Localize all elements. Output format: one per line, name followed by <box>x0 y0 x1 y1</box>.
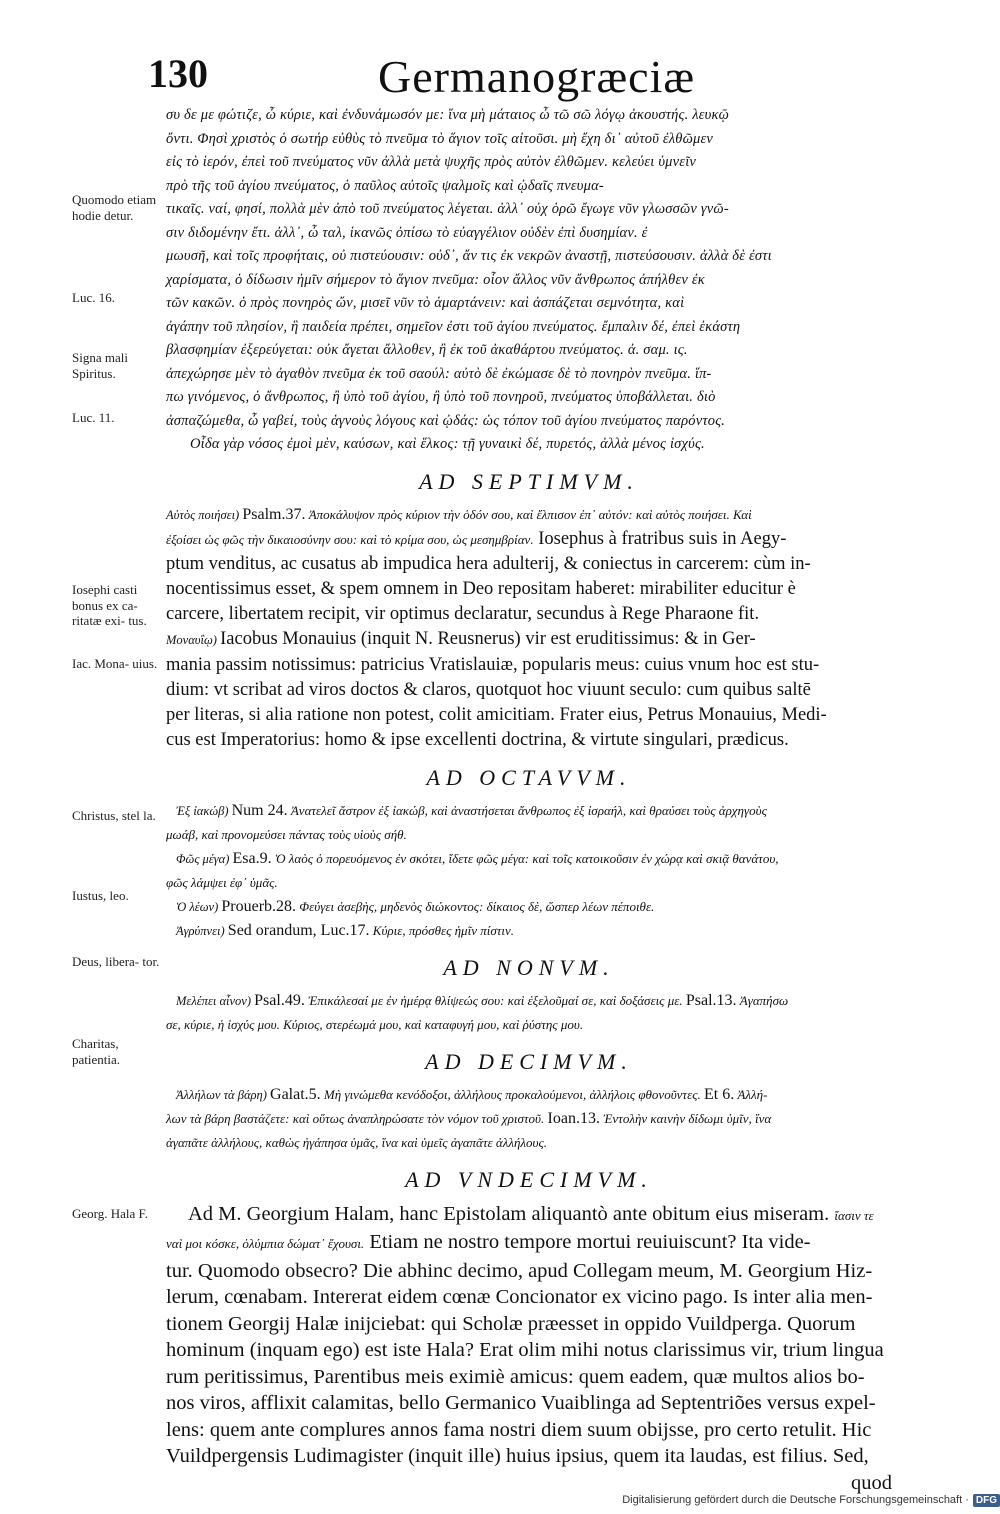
margin-note-charitas: Charitas, patientia. <box>72 1036 121 1067</box>
greek-block <box>166 104 892 457</box>
text-line: lens: quem ante complures annos fama nostri diem suum obijsse, pro certo retulit. Hic <box>166 1418 872 1441</box>
greek-line: βλασφημίαν ἐξερεύγεται: οὐκ ἄγεται ἄλλοθεν, ἢ ἐκ τοῦ ἀκαθάρτου πνεύματος. ἀ. σαμ. ις. <box>166 342 688 358</box>
text-line: per literas, si alia ratione non potest, colit amicitiam. Frater eius, Petrus Monauius, Medi- <box>166 704 827 725</box>
folio-number: 130 <box>148 51 208 96</box>
citation-ref: Galat.5. <box>270 1085 321 1103</box>
section-nonum <box>166 989 892 1037</box>
catchword: quod <box>851 1471 892 1494</box>
section-octavum <box>166 799 892 943</box>
citation-ref: Psal.13. <box>685 991 737 1009</box>
greek-inline: ἴασιν τε <box>834 1207 874 1223</box>
margin-note-iustus: Iustus, leo. <box>72 888 129 903</box>
text-line: tur. Quomodo obsecro? Die abhinc decimo, apud Collegam meum, M. Georgium Hiz- <box>166 1259 873 1282</box>
margin-note-signa: Signa mali Spiritus. <box>72 350 128 381</box>
latin-text: Ad M. Georgium Halam, hanc Epistolam aliquantò ante obitum eius miseram. <box>188 1202 835 1225</box>
citation-ref: Sed orandum, Luc.17. <box>227 921 370 939</box>
citation-lead: Ὁ λέων) <box>176 899 222 914</box>
greek-line: τικαῖς. ναί, φησί, πολλὰ μὲν ἀπὸ τοῦ πνεύματος λέγεται. ἀλλ᾽ οὐχ ὁρῶ ἔγωγε νῦν γλωσσῶν γνῶ- <box>166 201 729 217</box>
latin-text: Iacobus Monauius (inquit N. Reusnerus) vir est eruditissimus: & in Ger- <box>220 628 756 649</box>
text-line: nos viros, afflixit calamitas, bello Germanico Vuaiblinga ad Septentriões versus expel- <box>166 1392 876 1414</box>
citation-lead: Φῶς μέγα) <box>176 851 233 866</box>
margin-note-luc11: Luc. 11. <box>72 410 115 425</box>
text-line: tionem Georgij Halæ inijciebat: qui Scholæ præesset in oppido Vuildperga. Quorum <box>166 1312 856 1335</box>
text-line <box>166 527 892 552</box>
citation-greek: λων τὰ βάρη βαστάζετε: καὶ οὕτως ἀναπληρώσατε τὸν νόμον τοῦ χριστοῦ. <box>166 1110 548 1126</box>
greek-line: ἀσπαζώμεθα, ὦ γαβεί, τοὺς ἁγνοὺς λόγους καὶ ᾠδάς: ὡς τόπον τοῦ ἁγίου πνεύματος παρόντος. <box>166 412 726 429</box>
heading-nonum: AD NONVM. <box>443 954 615 980</box>
citation-greek: Ἐπικάλεσαί με ἐν ἡμέρᾳ θλίψεώς σου: καὶ ἐξελοῦμαί σε, καὶ δοξάσεις με. <box>304 992 686 1008</box>
citation-ref: Esa.9. <box>232 849 272 867</box>
margin-note-luc16: Luc. 16. <box>72 290 115 305</box>
text-line: cus est Imperatorius: homo & ipse excellenti doctrina, & virtute singulari, prædicus. <box>166 729 789 750</box>
text-line: Vuildpergensis Ludimagister (inquit ille) huius ipsius, quem ita laudas, est filius. Sed, <box>166 1445 869 1467</box>
heading-vndecimum: AD VNDECIMVM. <box>405 1166 653 1192</box>
citation-greek: Ἀποκάλυψον πρὸς κύριον τὴν ὁδόν σου, καὶ ἔλπισον ἐπ᾽ αὐτόν: καὶ αὐτὸς ποιήσει. Καὶ <box>305 506 752 522</box>
greek-line: σιν διδομένην ἔτι. ἀλλ᾽, ὦ ταλ, ἱκανῶς ὀπίσω τὸ εὐαγγέλιον οὐδὲν ἐπὶ δυσημίαν. ἐ <box>166 224 648 241</box>
citation-ref: Et 6. <box>703 1085 735 1103</box>
greek-line: τῶν κακῶν. ὁ πρὸς πονηρὸς ὤν, μισεῖ νῦν τὸ ἁμαρτάνειν: καὶ ἀσπάζεται σεμνότητα, καὶ <box>166 295 685 311</box>
greek-line: συ δε με φώτιζε, ὦ κύριε, καὶ ἐνδυνάμωσόν με: ἵνα μὴ μάταιος ὦ τῶ σῶ λόγῳ ἀκουστής. λευκῷ <box>166 107 730 123</box>
citation-lead: Ἐξ ἰακώβ) <box>176 803 232 818</box>
citation-lead: Αὐτὸς ποιήσει) <box>166 507 243 522</box>
citation-ref: Num 24. <box>231 801 288 819</box>
margin-note-deus: Deus, libera- tor. <box>72 954 160 969</box>
citation-lead: Μοναυΐῳ) <box>166 632 221 647</box>
page-header <box>148 50 888 110</box>
citation-lead: Ἀγρύπνει) <box>176 923 228 938</box>
heading-decimum: AD DECIMVM. <box>425 1048 633 1074</box>
citation-greek: ἀγαπᾶτε ἀλλήλους, καθὼς ἠγάπησα ὑμᾶς, ἵνα καὶ ὑμεῖς ἀγαπᾶτε ἀλλήλους. <box>166 1134 548 1150</box>
text-line: carcere, libertatem recipit, vir optimus declaratur, secundus à Rege Pharaone fit. <box>166 603 760 624</box>
heading-septimum: AD SEPTIMVM. <box>419 468 639 494</box>
citation-greek: Ἀλλή- <box>734 1086 768 1102</box>
section-septimum <box>166 503 892 753</box>
citation-cont <box>166 1107 892 1131</box>
citation-greek-cont: ἐξοίσει ὡς φῶς τὴν δικαιοσύνην σου: καὶ τὸ κρίμα σου, ὡς μεσημβρίαν. <box>166 531 534 547</box>
greek-line: ἀπεχώρησε μὲν τὸ ἀγαθὸν πνεῦμα ἐκ τοῦ σαούλ: αὐτὸ δὲ ἐκώμασε δὲ τὸ πονηρὸν πνεῦμα. ἵπ- <box>166 365 712 382</box>
greek-line: πρὸ τῆς τοῦ ἁγίου πνεύματος, ὁ παῦλος αὐτοῖς ψαλμοῖς καὶ ᾠδαῖς πνευμα- <box>166 177 604 194</box>
citation-greek: Μὴ γινώμεθα κενόδοξοι, ἀλλήλους προκαλούμενοι, ἀλλήλοις φθονοῦντες. <box>320 1086 704 1102</box>
greek-line: χαρίσματα, ὁ δίδωσιν ἡμῖν σήμερον τὸ ἅγιον πνεῦμα: οἷον ἄλλος νῦν ἄνθρωπος ἀπήλθεν ἐκ <box>166 271 705 288</box>
citation-greek: Φεύγει ἀσεβὴς, μηδενὸς διώκοντος: δίκαιος δὲ, ὥσπερ λέων πέποιθε. <box>296 898 655 914</box>
citation-entry <box>166 895 892 919</box>
running-title: Germanogræciæ <box>378 51 696 102</box>
margin-note-quomodo: Quomodo etiam hodie detur. <box>72 192 157 223</box>
citation-cont <box>166 823 892 847</box>
citation-ref: Ioan.13. <box>547 1109 600 1127</box>
citation-ref: Prouerb.28. <box>221 897 297 915</box>
text-line <box>166 1229 892 1258</box>
text-line: ptum venditus, ac cusatus ab impudica hera adulterij, & coniectus in carcerem: cùm in- <box>166 553 811 574</box>
footer-credit <box>580 1494 1000 1507</box>
greek-line: μωυσῆ, καὶ τοῖς προφήταις, οὐ πιστεύουσιν: οὐδ᾽, ἄν τις ἐκ νεκρῶν ἀναστῇ, πιστεύσουσιν. ἀλλὰ δὲ ἐστι <box>166 248 772 264</box>
margin-note-iosephi: Iosephi casti bonus ex ca- ritatæ exi- tus. <box>72 582 147 628</box>
text-line <box>166 1201 892 1230</box>
greek-line: Οἶδα γὰρ νόσος ἐμοὶ μὲν, καύσων, καὶ ἕλκος: τῇ γυναικὶ δέ, πυρετός, ἀλλὰ μένος ἰσχύς. <box>190 436 705 452</box>
citation-entry <box>166 1083 892 1107</box>
greek-inline: ναὶ μοι κόσκε, ὀλύμπια δώματ᾽ ἔχουσι. <box>166 1236 365 1251</box>
greek-line: ὄντι. Φησὶ χριστὸς ὁ σωτήρ εὐθὺς τὸ πνεῦμα τὸ ἅγιον τοῖς αἰτοῦσι. μὴ ἔχη δι᾽ αὐτοῦ ἐλθῶμεν <box>166 130 714 147</box>
latin-text: Etiam ne nostro tempore mortui reuiuiscunt? Ita vide- <box>364 1231 811 1253</box>
citation-greek: φῶς λάμψει ἐφ᾽ ὑμᾶς. <box>166 874 278 890</box>
citation-greek: σε, κύριε, ἡ ἰσχύς μου. Κύριος, στερέωμά μου, καὶ καταφυγή μου, καὶ ῥύστης μου. <box>166 1016 584 1032</box>
margin-note-georg: Georg. Hala F. <box>72 1206 148 1221</box>
citation-ref: Psalm.37. <box>242 505 306 523</box>
latin-text: Iosephus à fratribus suis in Aegy- <box>533 528 787 549</box>
citation-cont <box>166 871 892 895</box>
greek-line: ἀγάπην τοῦ πλησίον, ἣ παιδεία πρέπει, σημεῖον ἐστι τοῦ ἁγίου πνεύματος. ἔμπαλιν δέ, ἐπεὶ ἑκάστη <box>166 318 741 335</box>
citation-cont <box>166 1131 892 1155</box>
citation-greek: Ἀγαπήσω <box>736 992 789 1008</box>
citation-entry <box>166 847 892 871</box>
citation-entry <box>166 799 892 823</box>
margin-note-iac-monauius: Iac. Mona- uius. <box>72 656 158 671</box>
section-vndecimum <box>166 1201 892 1497</box>
citation-greek: Ἐντολὴν καινὴν δίδωμι ὑμῖν, ἵνα <box>599 1110 772 1126</box>
citation-greek: Ἀνατελεῖ ἄστρον ἐξ ἰακώβ, καὶ ἀναστήσεται ἄνθρωπος ἐξ ἰσραήλ, καὶ θραύσει τοὺς ἀρχηγοὺς <box>287 802 767 818</box>
citation-cont <box>166 1013 892 1037</box>
text-line: dium: vt scribat ad viros doctos & claros, quotquot hoc viuunt seculo: cum quibus saltē <box>166 679 811 700</box>
margin-note-christus: Christus, stel la. <box>72 808 156 823</box>
citation-ref: Psal.49. <box>254 991 305 1009</box>
main-text <box>166 104 892 1496</box>
text-line: nocentissimus esset, & spem omnem in Deo repositam haberet: mirabiliter educitur è <box>166 578 796 599</box>
text-line: rum peritissimus, Parentibus meis eximiè amicus: quem eadem, quæ multos alios bo- <box>166 1365 865 1388</box>
septimum-citation <box>166 503 892 527</box>
heading-octavum: AD OCTAVVM. <box>426 764 632 790</box>
text-line: lerum, cœnabam. Intererat eidem cœnæ Concionator ex vicino pago. Is inter alia men- <box>166 1286 873 1308</box>
citation-entry <box>166 919 892 943</box>
citation-greek: μωάβ, καὶ προνομεύσει πάντας τοὺς υἱοὺς σήθ. <box>166 826 407 842</box>
greek-line: πω γινόμενος, ὁ ἄνθρωπος, ἢ ὑπὸ τοῦ ἁγίου, ἢ ὑπὸ τοῦ πονηροῦ, πνεύματος ὑποβάλλεται. διὸ <box>166 389 716 405</box>
citation-lead: Ἀλλήλων τὰ βάρη) <box>176 1087 271 1102</box>
text-line: mania passim notissimus: patricius Vratislauiæ, popularis meus: cuius vnum hoc est stu- <box>166 654 820 675</box>
greek-line: εἰς τὸ ἱερόν, ἐπεὶ τοῦ πνεύματος νῦν ἀλλὰ μετὰ ψυχῆς πρὸς αὐτὸν ἐλθῶμεν. κελεύει ὑμνεῖν <box>166 154 697 170</box>
text-line <box>166 627 892 653</box>
text-line: hominum (inquam ego) est iste Hala? Erat olim mihi notus clarissimus vir, trium lingua <box>166 1339 884 1361</box>
dfg-logo: DFG <box>973 1494 1000 1507</box>
section-decimum <box>166 1083 892 1155</box>
citation-entry <box>166 989 892 1013</box>
citation-greek: Κύριε, πρόσθες ἡμῖν πίστιν. <box>369 922 515 938</box>
citation-greek: Ὁ λαὸς ὁ πορευόμενος ἐν σκότει, ἴδετε φῶς μέγα: καὶ τοῖς κατοικοῦσιν ἐν χώρᾳ καὶ σκιᾷ θανάτου, <box>271 850 779 866</box>
footer-text: Digitalisierung gefördert durch die Deutsche Forschungsgemeinschaft · <box>622 1494 969 1506</box>
citation-lead: Μελέπει αἶνον) <box>176 993 255 1008</box>
